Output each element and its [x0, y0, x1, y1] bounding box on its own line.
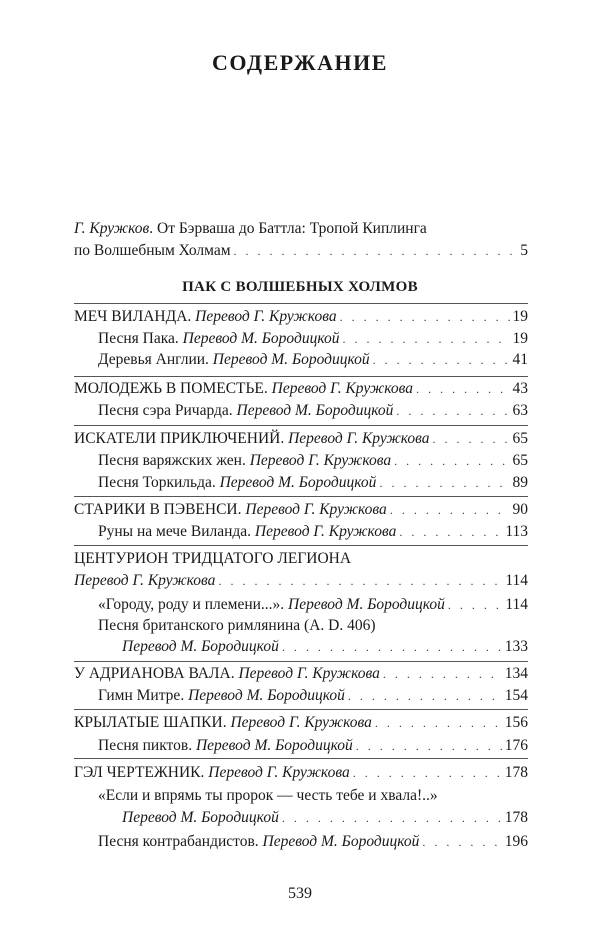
entry-page: 19 [512, 330, 528, 347]
entry-page: 178 [504, 764, 528, 781]
entry-text [74, 378, 413, 400]
leader-dots [448, 594, 502, 616]
toc-entry [0, 615, 600, 637]
entry-title: ГЭЛ ЧЕРТЕЖНИК. [74, 764, 205, 781]
entry-title: Деревья Англии. [98, 351, 209, 368]
toc-entry [0, 472, 600, 494]
entry-translator: Перевод М. Бородицкой [236, 402, 394, 419]
entry-translator: Перевод М. Бородицкой [195, 737, 353, 754]
entry-title: «Городу, роду и племени...». [98, 596, 285, 613]
toc-entry-intro-line1 [0, 218, 600, 240]
entry-text [74, 712, 372, 734]
entry-title: МОЛОДЕЖЬ В ПОМЕСТЬЕ. [74, 380, 268, 397]
entry-title: У АДРИАНОВА ВАЛА. [74, 665, 235, 682]
section-divider [74, 545, 528, 546]
leader-dots [342, 328, 509, 350]
leader-dots [353, 762, 502, 784]
toc-entry [0, 831, 600, 853]
entry-page: 43 [512, 380, 528, 397]
entry-title: Песня сэра Ричарда. [98, 402, 233, 419]
entry-title: Песня пиктов. [98, 737, 193, 754]
entry-page: 41 [512, 351, 528, 368]
entry-page: 133 [504, 638, 528, 655]
section-divider [74, 425, 528, 426]
entry-text [74, 499, 387, 521]
entry-text [98, 328, 339, 350]
leader-dots [433, 428, 510, 450]
entry-text [74, 306, 337, 328]
entry-text [98, 594, 445, 616]
entry-text [98, 450, 391, 472]
entry-translator: Перевод М. Бородицкой [182, 330, 340, 347]
entry-author: Г. Кружков [74, 220, 150, 237]
leader-dots [379, 472, 509, 494]
entry-text [98, 349, 370, 371]
entry-translator: Перевод М. Бородицкой [219, 474, 377, 491]
entry-page: 156 [504, 714, 528, 731]
entry-page: 114 [505, 572, 528, 589]
entry-page: 63 [512, 402, 528, 419]
entry-text [74, 663, 380, 685]
toc-entry [0, 521, 600, 543]
entry-page: 113 [505, 523, 528, 540]
section-title: ПАК С ВОЛШЕБНЫХ ХОЛМОВ [182, 279, 418, 295]
entry-translator: Перевод М. Бородицкой [212, 351, 370, 368]
entry-title: Песня варяжских жен. [98, 452, 246, 469]
entry-page: 154 [504, 687, 528, 704]
toc-entry [0, 548, 600, 570]
toc-entry [0, 685, 600, 707]
page-title: СОДЕРЖАНИЕ [212, 50, 388, 75]
entry-translator: Перевод Г. Кружкова [74, 572, 216, 589]
entry-translator: Перевод Г. Кружкова [254, 523, 397, 540]
leader-dots [396, 400, 509, 422]
leader-dots [282, 636, 502, 658]
toc-entry-intro-line2 [0, 240, 600, 262]
entry-title: Песня Торкильда. [98, 474, 216, 491]
entry-text [98, 521, 396, 543]
entry-page: 89 [512, 474, 528, 491]
entry-text [74, 548, 351, 570]
entry-translator: Перевод Г. Кружкова [238, 665, 380, 682]
entry-text [98, 685, 345, 707]
toc-entry [0, 762, 600, 784]
leader-dots [394, 450, 509, 472]
entry-page: 196 [504, 833, 528, 850]
entry-translator: Перевод М. Бородицкой [122, 638, 279, 655]
entry-translator: Перевод М. Бородицкой [262, 833, 420, 850]
entry-text [74, 762, 350, 784]
toc-entry [0, 306, 600, 328]
entry-title: Песня Пака. [98, 330, 179, 347]
entry-text [98, 472, 376, 494]
toc-entry [0, 328, 600, 350]
leader-dots [340, 306, 510, 328]
entry-title: «Если и впрямь ты пророк — честь тебе и хвала!..» [98, 787, 438, 804]
toc-entry [0, 594, 600, 616]
entry-title: ИСКАТЕЛИ ПРИКЛЮЧЕНИЙ. [74, 430, 285, 447]
toc-entry [0, 428, 600, 450]
entry-translator: Перевод Г. Кружкова [245, 501, 387, 518]
toc-entry [0, 636, 600, 658]
toc-entry [0, 785, 600, 807]
entry-translator: Перевод М. Бородицкой [122, 809, 279, 826]
entry-title: ЦЕНТУРИОН ТРИДЦАТОГО ЛЕГИОНА [74, 550, 352, 567]
entry-translator: Перевод М. Бородицкой [288, 596, 445, 613]
toc-entry [0, 450, 600, 472]
leader-dots [422, 831, 501, 853]
section-divider [74, 376, 528, 377]
entry-page: 134 [504, 665, 528, 682]
entry-title: Гимн Митре. [98, 687, 185, 704]
entry-text [98, 735, 353, 757]
toc-entry [0, 735, 600, 757]
entry-title: Руны на мече Виланда. [98, 523, 252, 540]
toc-entry [0, 400, 600, 422]
entry-translator: Перевод Г. Кружкова [195, 308, 337, 325]
entry-page: 114 [505, 596, 528, 613]
entry-title: по Волшебным Холмам [74, 242, 231, 259]
entry-title: СТАРИКИ В ПЭВЕНСИ. [74, 501, 242, 518]
entry-text [98, 785, 438, 807]
entry-text [74, 428, 430, 450]
entry-text [122, 807, 279, 829]
section-divider [74, 496, 528, 497]
entry-page: 5 [520, 242, 528, 259]
leader-dots [234, 240, 518, 262]
section-divider [74, 661, 528, 662]
entry-text [74, 218, 427, 240]
entry-text [98, 615, 376, 637]
entry-page: 176 [504, 737, 528, 754]
entry-title: Песня контрабандистов. [98, 833, 259, 850]
entry-title: Песня британского римлянина (A. D. 406) [98, 617, 376, 634]
toc-entry [0, 712, 600, 734]
leader-dots [416, 378, 509, 400]
leader-dots [356, 735, 502, 757]
leader-dots [399, 521, 502, 543]
entry-translator: Перевод М. Бородицкой [188, 687, 345, 704]
leader-dots [282, 807, 502, 829]
entry-page: 19 [512, 308, 528, 325]
toc-entry [0, 570, 600, 592]
entry-title: КРЫЛАТЫЕ ШАПКИ. [74, 714, 227, 731]
section-divider [74, 303, 528, 304]
entry-translator: Перевод Г. Кружкова [230, 714, 372, 731]
leader-dots [383, 663, 502, 685]
entry-page: 65 [512, 452, 528, 469]
entry-translator: Перевод Г. Кружкова [208, 764, 350, 781]
entry-title: МЕЧ ВИЛАНДА. [74, 308, 192, 325]
entry-title: . От Бэрваша до Баттла: Тропой Киплинга [149, 220, 427, 237]
entry-text [122, 636, 279, 658]
entry-page: 178 [504, 809, 528, 826]
entry-text [98, 831, 419, 853]
section-divider [74, 709, 528, 710]
entry-page: 90 [512, 501, 528, 518]
section-divider [74, 758, 528, 759]
toc-entry [0, 349, 600, 371]
entry-translator: Перевод Г. Кружкова [271, 380, 414, 397]
leader-dots [375, 712, 502, 734]
entry-translator: Перевод Г. Кружкова [288, 430, 430, 447]
leader-dots [373, 349, 510, 371]
entry-page: 65 [512, 430, 528, 447]
toc-entry [0, 499, 600, 521]
entry-text [98, 400, 393, 422]
toc-entry [0, 663, 600, 685]
page-number: 539 [288, 885, 312, 902]
leader-dots [348, 685, 502, 707]
toc-entry [0, 378, 600, 400]
leader-dots [390, 499, 510, 521]
toc-entry [0, 807, 600, 829]
entry-text [74, 570, 215, 592]
entry-translator: Перевод Г. Кружкова [249, 452, 392, 469]
leader-dots [218, 570, 502, 592]
